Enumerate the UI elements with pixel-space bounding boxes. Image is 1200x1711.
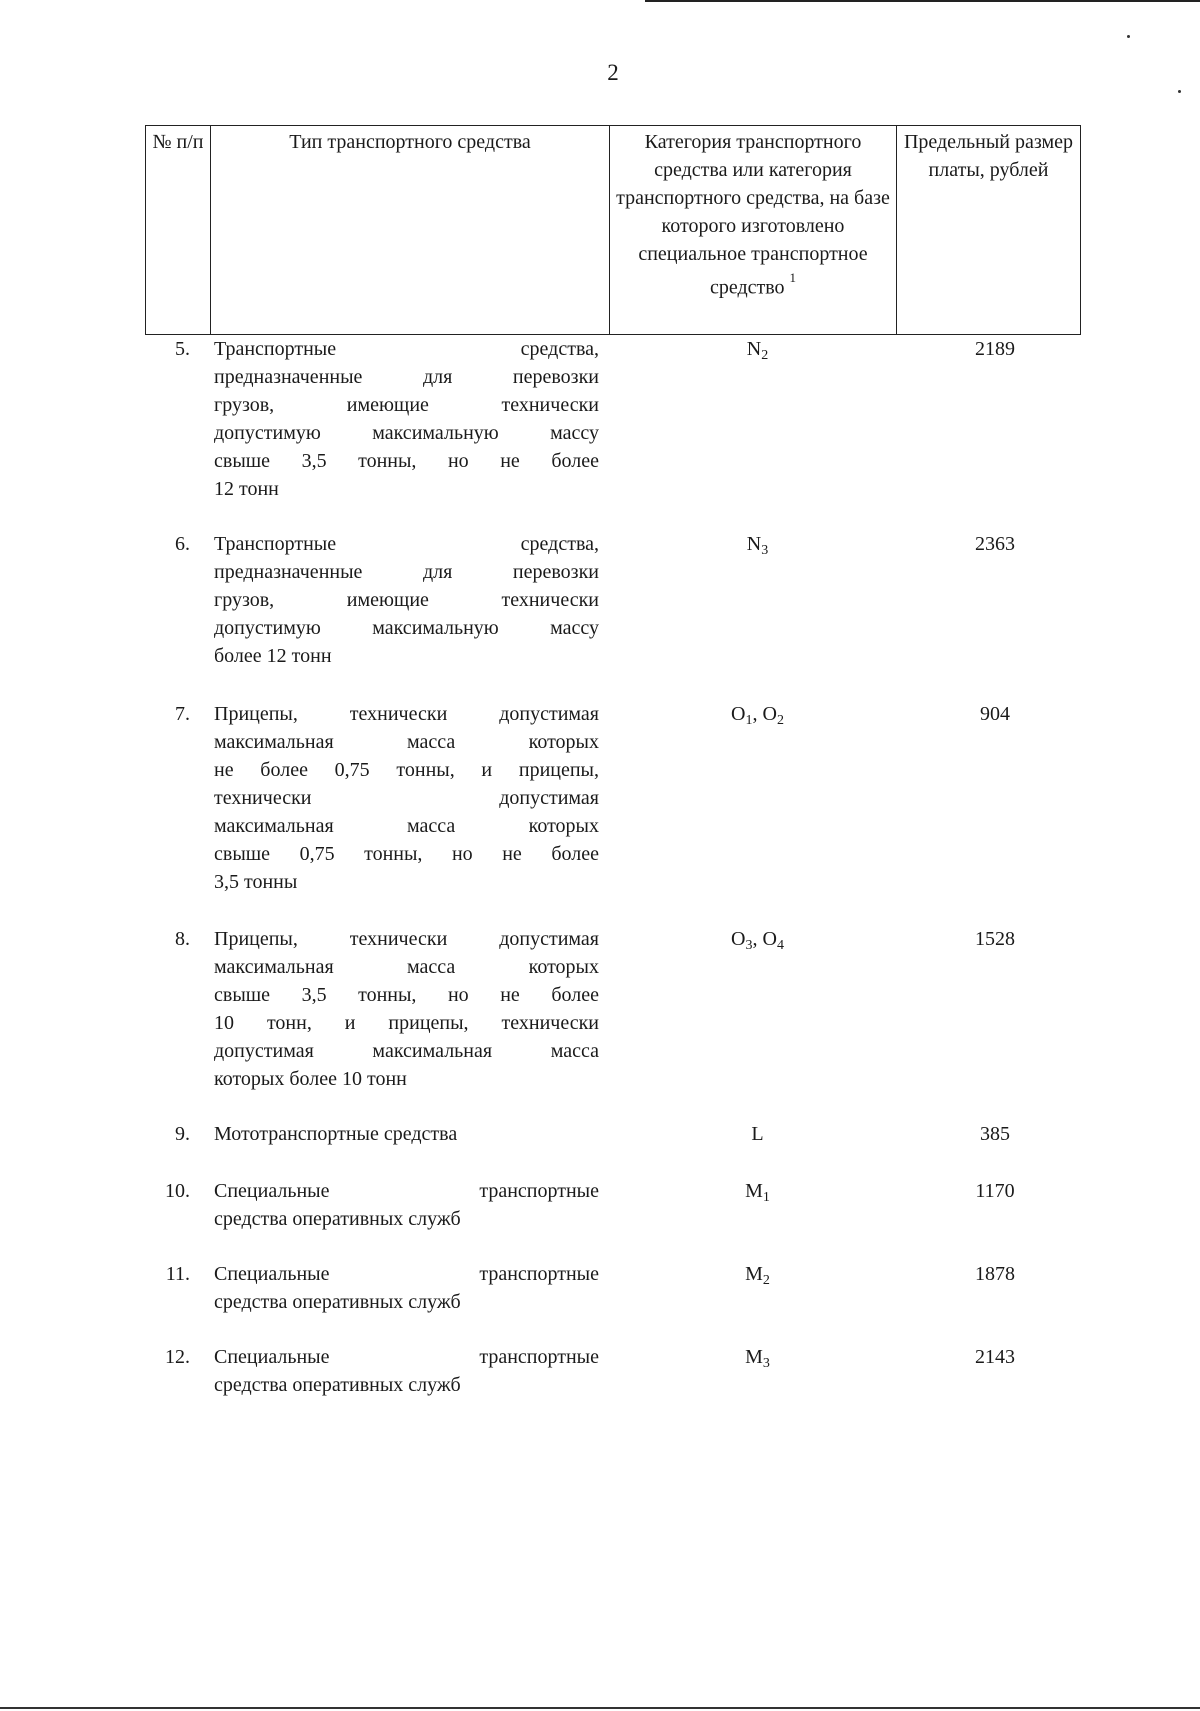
row-vehicle-type-line: 12 тонн <box>214 478 279 500</box>
scan-edge-top <box>645 0 1200 2</box>
row-vehicle-type-line: свыше 3,5 тонны, но не более <box>214 984 599 1006</box>
row-vehicle-type-line: грузов, имеющие технически <box>214 589 599 611</box>
footnote-marker: 1 <box>789 270 797 285</box>
row-vehicle-type-line: допустимую максимальную массу <box>214 617 599 639</box>
row-vehicle-type <box>214 1260 599 1316</box>
row-fee: 1528 <box>975 928 1015 950</box>
row-fee: 2143 <box>975 1346 1015 1368</box>
row-category: $M_1$ <box>745 1180 770 1205</box>
row-number: 8. <box>175 928 190 950</box>
row-vehicle-type <box>214 1343 599 1399</box>
row-vehicle-type-line: допустимую максимальную массу <box>214 422 599 444</box>
row-category: $N_3$ <box>746 533 769 558</box>
page-number: 2 <box>607 60 619 85</box>
row-vehicle-type <box>214 530 599 670</box>
row-vehicle-type-line: Транспортные средства, <box>214 533 599 555</box>
row-number: 6. <box>175 533 190 555</box>
row-category: $N_2$ <box>746 338 769 363</box>
row-number: 12. <box>165 1346 190 1368</box>
row-category: $O_3$, $O_4$ <box>731 928 784 953</box>
row-fee: 385 <box>980 1123 1010 1145</box>
row-vehicle-type-line: максимальная масса которых <box>214 956 599 978</box>
scan-edge-bottom <box>0 1707 1200 1709</box>
row-vehicle-type-line: средства оперативных служб <box>214 1208 461 1230</box>
row-vehicle-type-line: предназначенные для перевозки <box>214 366 599 388</box>
row-vehicle-type-line: грузов, имеющие технически <box>214 394 599 416</box>
row-vehicle-type-line: Прицепы, технически допустимая <box>214 703 599 725</box>
row-vehicle-type-line: не более 0,75 тонны, и прицепы, <box>214 759 599 781</box>
row-vehicle-type-line: технически допустимая <box>214 787 599 809</box>
row-category: $O_1$, $O_2$ <box>731 703 784 728</box>
row-vehicle-type <box>214 925 599 1093</box>
row-category: L <box>751 1123 764 1145</box>
scan-speck <box>1178 90 1181 93</box>
row-vehicle-type-line: Мототранспортные средства <box>214 1123 458 1145</box>
row-number: 9. <box>175 1123 190 1145</box>
row-vehicle-type-line: которых более 10 тонн <box>214 1068 407 1090</box>
row-vehicle-type-line: свыше 3,5 тонны, но не более <box>214 450 599 472</box>
row-number: 10. <box>165 1180 190 1202</box>
row-vehicle-type-line: более 12 тонн <box>214 645 332 667</box>
row-number: 11. <box>165 1263 190 1285</box>
row-vehicle-type <box>214 1120 599 1148</box>
row-category: $M_2$ <box>745 1263 770 1288</box>
table-header <box>145 125 1081 335</box>
row-vehicle-type-line: Специальные транспортные <box>214 1346 599 1368</box>
row-fee: 1170 <box>975 1180 1015 1202</box>
row-vehicle-type-line: средства оперативных служб <box>214 1374 461 1396</box>
row-vehicle-type-line: предназначенные для перевозки <box>214 561 599 583</box>
row-vehicle-type-line: свыше 0,75 тонны, но не более <box>214 843 599 865</box>
header-fee: Предельный размер платы, рублей <box>897 126 1081 335</box>
header-category <box>610 126 897 335</box>
row-number: 7. <box>175 703 190 725</box>
row-fee: 1878 <box>975 1263 1015 1285</box>
row-vehicle-type-line: Транспортные средства, <box>214 338 599 360</box>
row-vehicle-type-line: максимальная масса которых <box>214 731 599 753</box>
row-vehicle-type-line: максимальная масса которых <box>214 815 599 837</box>
row-number: 5. <box>175 338 190 360</box>
row-vehicle-type-line: Специальные транспортные <box>214 1180 599 1202</box>
scan-speck <box>1127 35 1130 38</box>
header-category-text: Категория транспортного средства или категория транспортного средства, на базе которого изготовлено специальное транспортное средство <box>616 131 890 299</box>
row-vehicle-type <box>214 700 599 896</box>
row-fee: 904 <box>980 703 1010 725</box>
row-vehicle-type-line: 10 тонн, и прицепы, технически <box>214 1012 599 1034</box>
row-vehicle-type-line: Специальные транспортные <box>214 1263 599 1285</box>
header-vehicle-type: Тип транспортного средства <box>211 126 610 335</box>
row-category: $M_3$ <box>745 1346 770 1371</box>
row-fee: 2189 <box>975 338 1015 360</box>
row-vehicle-type <box>214 1177 599 1233</box>
row-fee: 2363 <box>975 533 1015 555</box>
row-vehicle-type-line: допустимая максимальная масса <box>214 1040 599 1062</box>
row-vehicle-type-line: 3,5 тонны <box>214 871 298 893</box>
row-vehicle-type <box>214 335 599 503</box>
row-vehicle-type-line: Прицепы, технически допустимая <box>214 928 599 950</box>
header-number: № п/п <box>146 126 211 335</box>
row-vehicle-type-line: средства оперативных служб <box>214 1291 461 1313</box>
